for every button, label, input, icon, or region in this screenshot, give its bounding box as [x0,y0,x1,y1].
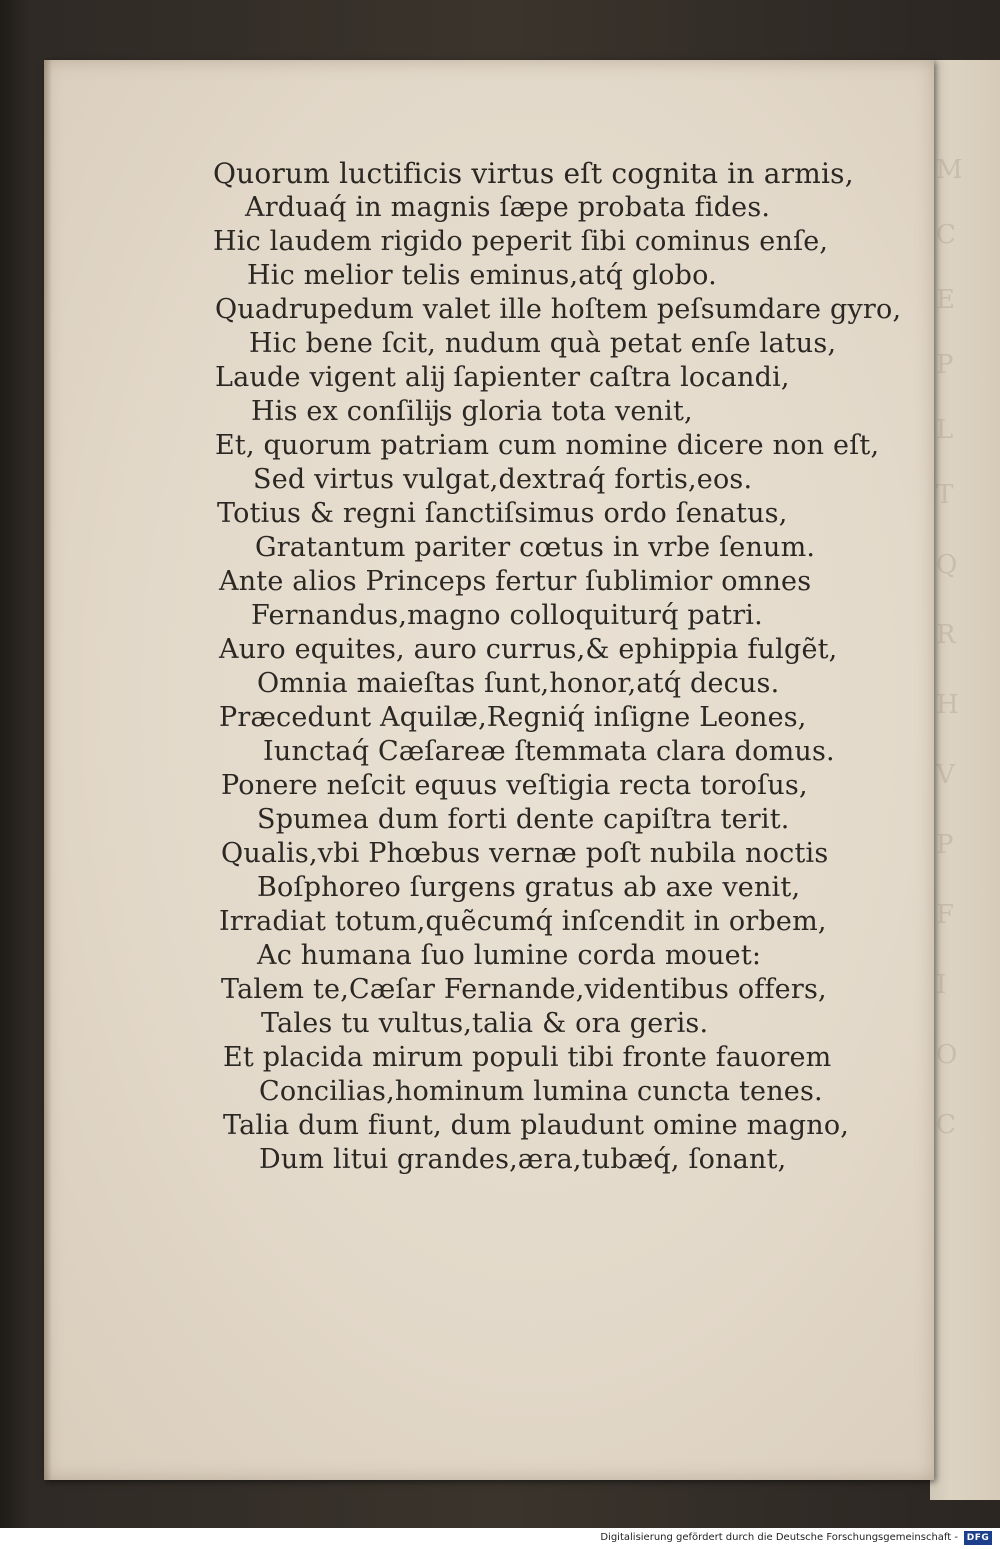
verse-line-18: Iunctaq́ Cæſareæ ſtemmata clara domus. [263,736,835,767]
footer-bar [0,1528,1000,1549]
bleed-through-mark: E [936,285,955,315]
verse-line-1: Quorum luctificis virtus eſt cognita in armis, [213,157,854,190]
verse-line-8: His ex conſilĳs gloria tota venit, [251,396,693,427]
verse-line-6: Hic bene ſcit, nudum quà petat enſe latus, [249,328,837,359]
verse-line-7: Laude vigent alĳ ſapienter caſtra locandi, [215,362,790,393]
bleed-through-mark: V [936,760,955,790]
bleed-through-mark: R [936,620,956,650]
bleed-through-mark: Q [936,550,958,580]
verse-line-24: Ac humana ſuo lumine corda mouet: [257,940,762,971]
verse-line-12: Gratantum pariter cœtus in vrbe ſenum. [255,532,816,563]
verse-line-9: Et, quorum patriam cum nomine dicere non eſt, [215,430,880,461]
verse-line-27: Et placida mirum populi tibi fronte fauorem [223,1042,832,1073]
verse-line-20: Spumea dum forti dente capiſtra terit. [257,804,790,835]
bleed-through-mark: F [936,900,955,930]
bleed-through-mark: O [936,1040,958,1070]
verse-line-30: Dum litui grandes,æra,tubæq́, ſonant, [259,1144,787,1175]
verse-line-16: Omnia maieſtas ſunt,honor,atq́ decus. [257,668,780,699]
verse-line-13: Ante alios Princeps fertur ſublimior omnes [219,566,812,597]
verse-line-22: Boſphoreo ſurgens gratus ab axe venit, [257,872,801,903]
funding-credit: Digitalisierung gefördert durch die Deutsche Forschungsgemeinschaft - [600,1532,958,1543]
verse-line-23: Irradiat totum,quẽcumq́ inſcendit in orbem, [219,906,827,937]
verse-line-28: Concilias,hominum lumina cuncta tenes. [259,1076,823,1107]
bleed-through-mark: T [936,480,954,510]
verse-line-3: Hic laudem rigido peperit ſibi cominus enſe, [213,226,829,257]
verse-line-5: Quadrupedum valet ille hoſtem peſsumdare gyro, [215,294,902,325]
bleed-through-mark: H [936,690,959,720]
verse-line-19: Ponere neſcit equus veſtigia recta toroſus, [221,770,808,801]
verse-line-4: Hic melior telis eminus,atq́ globo. [247,260,717,291]
bleed-through-mark: P [936,350,954,380]
verse-line-11: Totius & regni ſanctiſsimus ordo ſenatus, [217,498,788,529]
verse-line-14: Fernandus,magno colloquiturq́ patri. [251,600,763,631]
verse-line-29: Talia dum fiunt, dum plaudunt omine magno, [223,1110,850,1141]
bleed-through-mark: P [936,830,954,860]
bleed-through-mark: C [936,1110,956,1140]
verse-line-2: Arduaq́ in magnis ſæpe probata fides. [245,192,771,223]
verse-line-21: Qualis,vbi Phœbus vernæ poſt nubila noctis [221,838,829,869]
bleed-through-mark: C [936,220,956,250]
verse-line-25: Talem te,Cæſar Fernande,videntibus offers, [221,974,827,1005]
verse-line-10: Sed virtus vulgat,dextraq́ fortis,eos. [253,464,753,495]
verse-line-26: Tales tu vultus,talia & ora geris. [261,1008,709,1039]
verse-line-17: Præcedunt Aquilæ,Regniq́ inſigne Leones, [219,702,807,733]
bleed-through-mark: M [936,155,963,185]
verse-line-15: Auro equites, auro currus,& ephippia fulgẽt, [219,634,838,665]
bleed-through-mark: I [936,970,947,1000]
bleed-through-mark: L [936,415,954,445]
dfg-logo-icon[interactable]: DFG [964,1531,992,1545]
